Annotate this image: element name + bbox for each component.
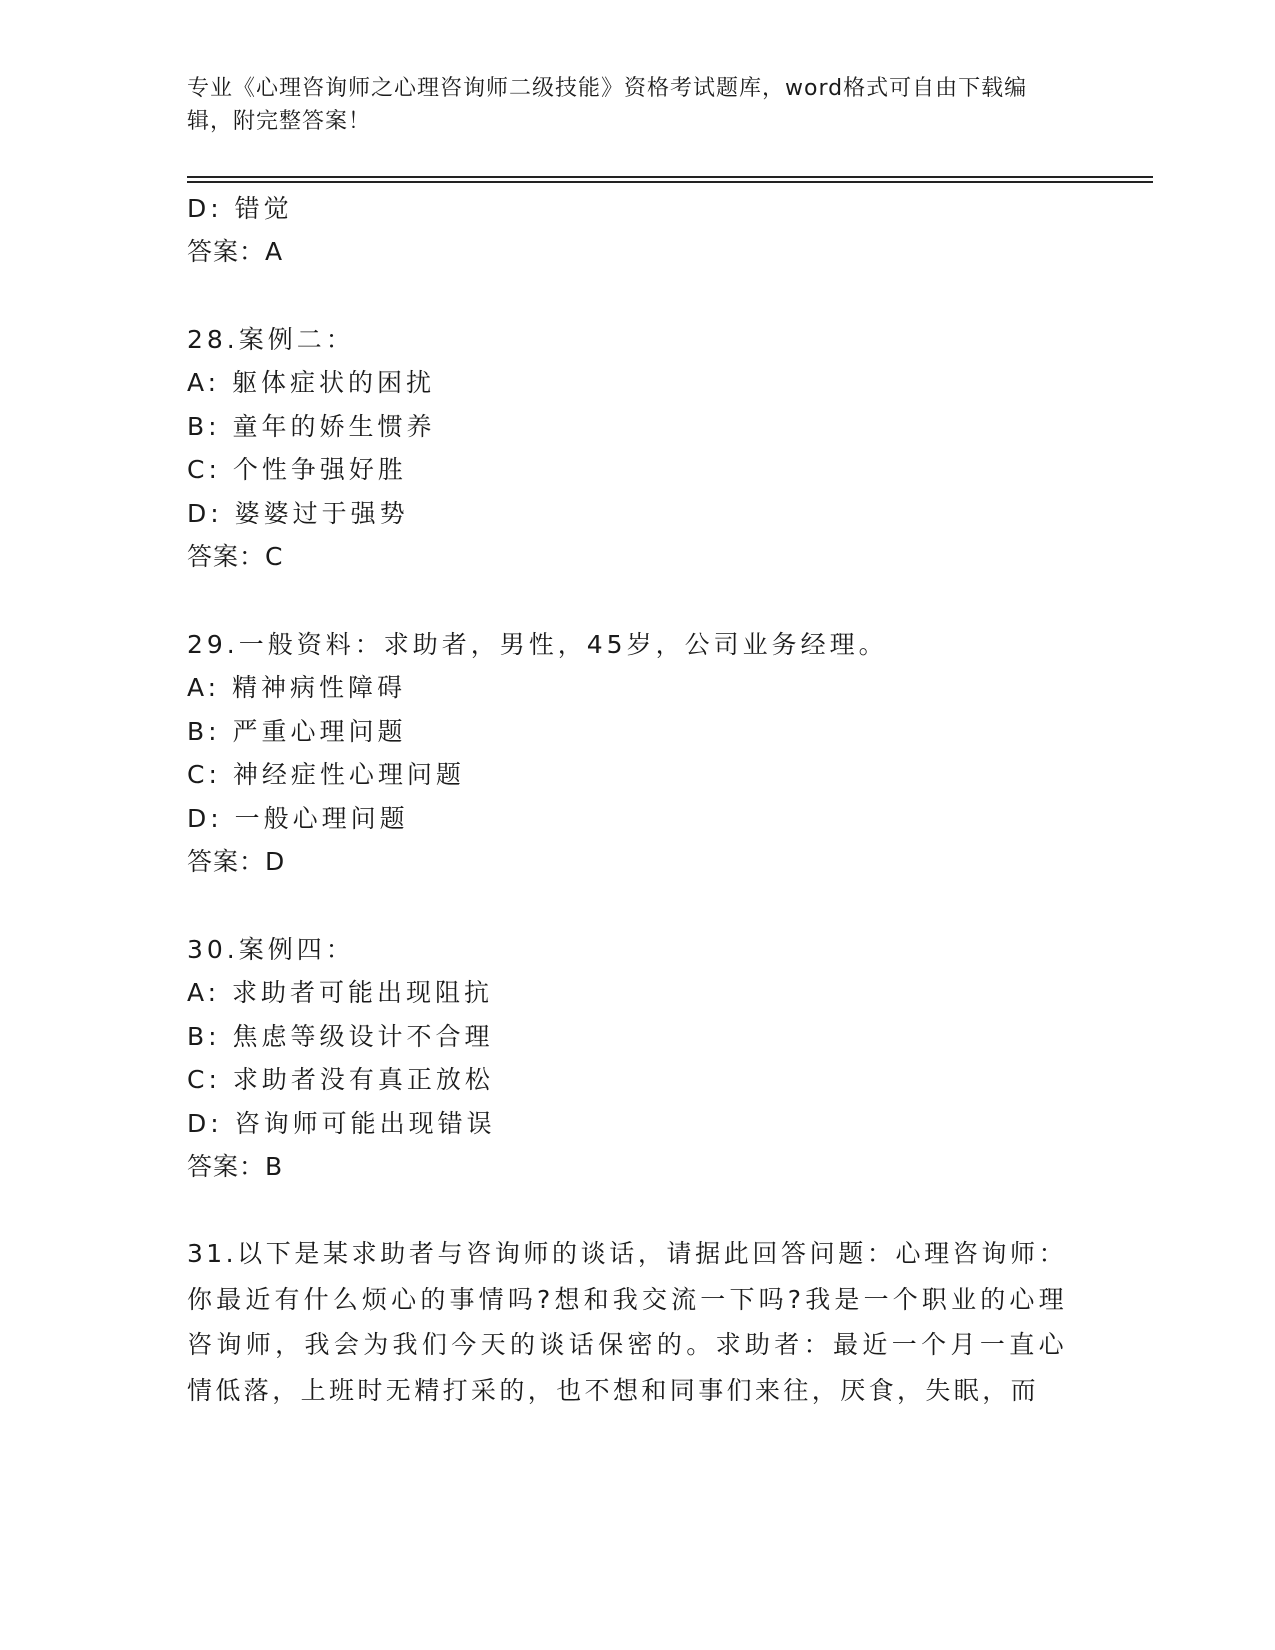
- q28-answer: 答案：C: [187, 542, 284, 571]
- q31-text: 31.以下是某求助者与咨询师的谈话，请据此回答问题：心理咨询师：你最近有什么烦心的事情吗?想和我交流一下吗?我是一个职业的心理咨询师，我会为我们今天的谈话保密的。求助者：最近一个月一直心情低落，上班时无精打采的，也不想和同事们来往，厌食，失眠，而: [187, 1239, 1067, 1405]
- q29-stem: 29.一般资料：求助者，男性，45岁，公司业务经理。: [187, 630, 888, 659]
- prev-answer: 答案：A: [187, 237, 284, 266]
- q30-option-d: D: 咨询师可能出现错误: [187, 1109, 496, 1138]
- q30-option-c: C: 求助者没有真正放松: [187, 1065, 494, 1094]
- q28-option-b: B: 童年的娇生惯养: [187, 412, 436, 441]
- q29-option-b: B: 严重心理问题: [187, 717, 407, 746]
- q28-option-a: A: 躯体症状的困扰: [187, 368, 436, 397]
- prev-option-d: D: 错觉: [187, 194, 293, 223]
- header-rule-bottom: [187, 181, 1153, 183]
- q29-option-a: A: 精神病性障碍: [187, 673, 407, 702]
- q30-stem: 30.案例四：: [187, 935, 355, 964]
- q29-option-c: C: 神经症性心理问题: [187, 760, 465, 789]
- q29-option-d: D: 一般心理问题: [187, 804, 409, 833]
- q30-option-a: A: 求助者可能出现阻抗: [187, 978, 494, 1007]
- q29-answer: 答案：D: [187, 847, 286, 876]
- q30-answer: 答案：B: [187, 1152, 284, 1181]
- q28-option-d: D: 婆婆过于强势: [187, 499, 409, 528]
- header-rule-top: [187, 176, 1153, 178]
- q28-stem: 28.案例二：: [187, 325, 355, 354]
- q30-option-b: B: 焦虑等级设计不合理: [187, 1022, 494, 1051]
- q28-option-c: C: 个性争强好胜: [187, 455, 407, 484]
- document-header: 专业《心理咨询师之心理咨询师二级技能》资格考试题库，word格式可自由下载编辑，附完整答案！: [187, 76, 1028, 134]
